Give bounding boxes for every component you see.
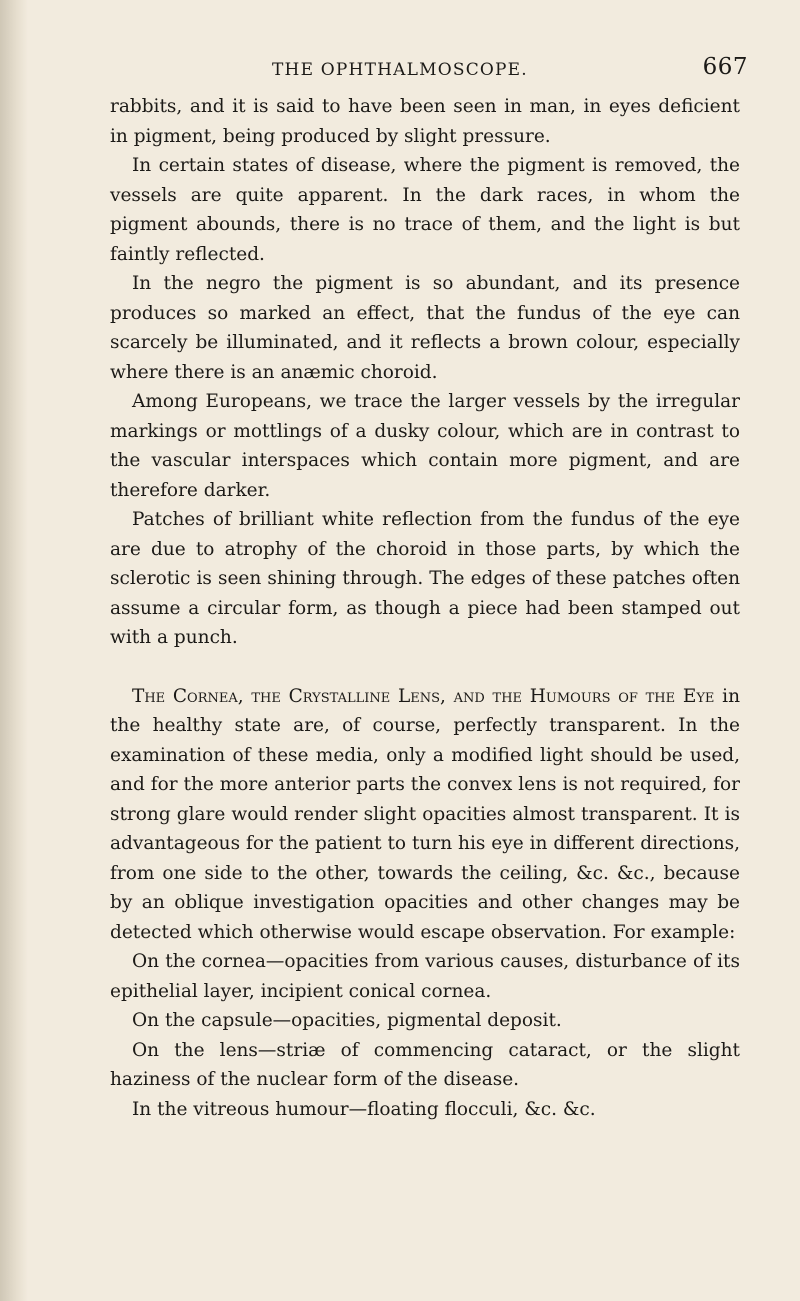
paragraph-cornea-section [110, 682, 740, 948]
page-gutter-shadow [0, 0, 28, 1301]
paragraph-white-patches: Patches of brilliant white reflection from the fundus of the eye are due to atrophy of the choroid in those parts, by which the sclerotic is seen shining through. The edges of these patches often assume a circular form, as though a piece had been stamped out with a punch. [110, 509, 740, 648]
section-heading: The Cornea, the Crystalline Lens, and the Humours of the Eye [132, 685, 715, 707]
running-head [110, 52, 748, 92]
list-item-lens: On the lens—striæ of commencing cataract, or the slight haziness of the nuclear form of the disease. [110, 1039, 740, 1090]
page-number: 667 [702, 54, 748, 80]
paragraph-negro-pigment: In the negro the pigment is so abundant, and its presence produces so marked an effect, that the fundus of the eye can scarcely be illuminated, and it reflects a brown colour, especially where there is an anæmic choroid. [110, 273, 740, 383]
paragraph-disease-states: In certain states of disease, where the pigment is removed, the vessels are quite apparent. In the dark races, in whom the pigment abounds, there is no trace of them, and the light is but faintly reflected. [110, 155, 740, 265]
running-title: THE OPHTHALMOSCOPE. [272, 60, 528, 80]
section-text: in the healthy state are, of course, perfectly transparent. In the examination of these media, only a modified light should be used, and for the more anterior parts the convex lens is not required, for strong glare would render slight opacities almost transparent. It is advantageous for the patient to turn his eye in different directions, from one side to the other, towards the ceiling, &c. &c., because by an oblique investigation opacities and other changes may be detected which otherwise would escape observation. For example: [110, 685, 740, 943]
paragraph-continuation: rabbits, and it is said to have been seen in man, in eyes deficient in pigment, being produced by slight pressure. [110, 96, 740, 147]
list-item-cornea: On the cornea—opacities from various causes, disturbance of its epithelial layer, incipient conical cornea. [110, 951, 740, 1002]
paragraph-europeans: Among Europeans, we trace the larger vessels by the irregular markings or mottlings of a dusky colour, which are in contrast to the vascular interspaces which contain more pigment, and are therefore darker. [110, 391, 740, 501]
list-item-capsule: On the capsule—opacities, pigmental deposit. [132, 1010, 562, 1031]
book-page [110, 52, 748, 1124]
body-text [110, 92, 740, 1124]
section-gap [110, 653, 740, 682]
list-item-vitreous: In the vitreous humour—floating flocculi, &c. &c. [132, 1098, 596, 1120]
